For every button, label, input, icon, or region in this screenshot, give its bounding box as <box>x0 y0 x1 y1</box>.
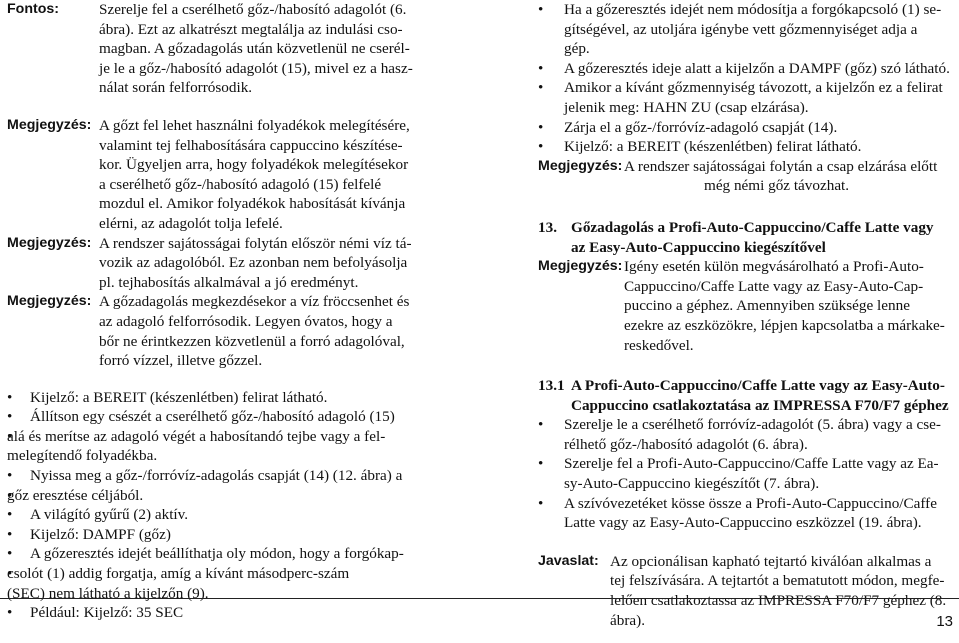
text-line: • Ha a gőzeresztés idejét nem módosítja a forgókapcsoló (1) se- <box>564 1 942 18</box>
text-line: • A világító gyűrű (2) aktív. <box>30 506 189 524</box>
note-label: Megjegyzés: <box>7 293 92 310</box>
text-line: • Nyissa meg a gőz-/forróvíz-adagolás csapját (14) (12. ábra) a <box>30 467 403 485</box>
note-text <box>624 257 955 355</box>
text-line: A rendszer sajátosságai folytán először némi víz tá- <box>99 234 412 252</box>
text-line: Szerelje fel a cserélhető gőz-/habosító adagolót (6. <box>99 1 407 18</box>
text-line: A gőzt fel lehet használni folyadékok melegítésére, <box>99 116 410 134</box>
text-line: bőr ne érintkezzen közvetlenül a forró adagolóval, <box>99 332 405 350</box>
text-line: kor. Ügyeljen arra, hogy folyadékok melegítésekor <box>99 156 409 174</box>
text-line: • Kijelző: DAMPF (gőz) <box>30 525 171 543</box>
text-line: • A szívóvezetéket kösse össze a Profi-Auto-Cappuccino/Caffe <box>564 494 937 512</box>
fontos-label: Fontos: <box>7 1 60 17</box>
text-line: rélhető gőz-/habosító adagolót (6. ábra). <box>564 435 808 453</box>
text-line: • csolót (1) addig forgatja, amíg a kívánt másodperc-szám <box>7 565 350 583</box>
text-line: valamint tej felhabosítására cappuccino készítése- <box>99 136 403 154</box>
note-label: Megjegyzés: <box>7 116 92 133</box>
text-line: • A gőzeresztés idejét beállíthatja oly módon, hogy a forgókap- <box>30 545 404 563</box>
javaslat-label: Javaslat: <box>538 552 599 569</box>
text-line: magban. A gőzadagolás után közvetlenül ne cserél- <box>99 40 410 58</box>
bullet-item <box>538 59 955 79</box>
note-label: Megjegyzés: <box>538 157 623 174</box>
text-line: ábra). Ezt az alkatrészt megtalálja az indulási cso- <box>99 20 403 38</box>
bullet-item <box>7 466 428 486</box>
text-line: a cserélhető gőz-/habosító adagoló (15) felfelé <box>99 175 382 193</box>
bullet-item <box>538 415 955 454</box>
text-line: • Kijelző: a BEREIT (készenlétben) felirat látható. <box>30 388 328 406</box>
fontos-text <box>99 0 428 98</box>
bullet-item <box>538 454 955 493</box>
bullet-item <box>7 603 428 623</box>
text-line: pl. tejhabosítás alkalmával a jó eredményt. <box>99 273 359 291</box>
javaslat-block <box>538 552 955 630</box>
text-line: Igény esetén külön megvásárolható a Profi-Auto- <box>624 258 924 276</box>
section-heading-13-1 <box>538 376 955 415</box>
bullet-item <box>538 494 955 533</box>
note-label: Megjegyzés: <box>538 258 623 275</box>
text-line: gép. <box>564 40 590 58</box>
section-number: 13.1 <box>538 377 565 395</box>
section-heading-13 <box>538 218 955 257</box>
text-line: reskedővel. <box>624 336 694 354</box>
text-line: melegítendő folyadékba. <box>7 447 158 465</box>
right-column <box>538 0 955 630</box>
bullet-continuation <box>7 486 428 506</box>
heading-text: A Profi-Auto-Cappuccino/Caffe Latte vagy az Easy-Auto- <box>571 377 945 395</box>
text-line: ábra). <box>610 611 645 629</box>
bullet-item <box>538 137 955 157</box>
text-line: Az opcionálisan kapható tejtartó kiválóan alkalmas a <box>610 552 932 570</box>
text-line: tej felszívására. A tejtartót a bematutott módon, megfe- <box>610 572 945 590</box>
bullet-item <box>7 388 428 408</box>
text-line: az adagoló felforrósodik. Legyen óvatos, hogy a <box>99 312 393 330</box>
note-block <box>7 234 428 293</box>
text-line: • Szerelje le a cserélhető forróvíz-adagolót (5. ábra) vagy a cse- <box>564 416 941 434</box>
text-line: jelenik meg: HAHN ZU (csap elzárása). <box>564 98 809 116</box>
text-line: • Zárja el a gőz-/forróvíz-adagoló csapját (14). <box>564 118 838 136</box>
fontos-block <box>7 0 428 98</box>
text-line: elérni, az adagolót tolja lefelé. <box>99 214 283 232</box>
text-line: még némi gőz távozhat. <box>704 177 850 195</box>
text-line: (SEC) nem látható a kijelzőn (9). <box>7 584 209 602</box>
page-number: 13 <box>936 613 953 630</box>
note-block <box>7 292 428 370</box>
text-line: ezekre az eszközökre, lépjen kapcsolatba a márkake- <box>624 316 945 334</box>
text-line: sy-Auto-Cappuccino kiegészítőt (7. ábra). <box>564 475 820 493</box>
bullet-continuation <box>7 427 428 466</box>
bullet-list <box>7 388 428 623</box>
text-line: mozdul el. Amikor folyadékok habosítását kívánja <box>99 195 406 213</box>
text-line: • Szerelje fel a Profi-Auto-Cappuccino/Caffe Latte vagy az Ea- <box>564 455 939 473</box>
bullet-list <box>538 415 955 533</box>
bullet-item <box>7 407 428 427</box>
bullet-item <box>7 525 428 545</box>
heading-line <box>538 376 955 396</box>
heading-line <box>538 218 955 238</box>
bullet-item <box>7 544 428 564</box>
left-column <box>7 0 428 623</box>
text-line: puccino a géphez. Amennyiben szüksége lenne <box>624 297 910 315</box>
text-line: • gőz eresztése céljából. <box>7 486 144 504</box>
text-line: Cappuccino/Caffe Latte vagy az Easy-Auto-Cap- <box>624 277 924 295</box>
text-line: A rendszer sajátosságai folytán a csap elzárása előtt <box>624 157 938 175</box>
text-line: • Például: Kijelző: 35 SEC <box>30 604 184 622</box>
text-line: • Állítson egy csészét a cserélhető gőz-/habosító adagoló (15) <box>30 408 395 426</box>
heading-line: Cappuccino csatlakoztatása az IMPRESSA F70/F7 géphez <box>571 396 949 414</box>
text-line: gítségével, az utoljára igénybe vett gőzmennyiséget adja a <box>564 20 918 38</box>
text-line: je le a gőz-/habosító adagolót (15), mivel ez a hasz- <box>99 59 413 77</box>
footer-divider <box>0 598 959 599</box>
text-line: vozik az adagolóból. Ez azonban nem befolyásolja <box>99 254 408 272</box>
section-number: 13. <box>538 218 557 236</box>
heading-line: az Easy-Auto-Cappuccino kiegészítővel <box>571 238 826 256</box>
note-block <box>7 116 428 234</box>
note-block <box>538 257 955 355</box>
note-block <box>538 157 955 196</box>
note-text <box>624 157 955 196</box>
text-line: nálat során felforrósodik. <box>99 79 253 97</box>
bullet-item <box>538 0 955 59</box>
text-line: forró vízzel, illetve gőzzel. <box>99 352 263 370</box>
note-label: Megjegyzés: <box>7 234 92 251</box>
text-line: • alá és merítse az adagoló végét a habosítandó tejbe vagy a fel- <box>7 427 386 445</box>
bullet-item <box>538 118 955 138</box>
heading-text: Gőzadagolás a Profi-Auto-Cappuccino/Caffe Latte vagy <box>571 218 934 236</box>
note-text <box>99 292 428 370</box>
text-line: Latte vagy az Easy-Auto-Cappuccino eszközzel (19. ábra). <box>564 514 922 532</box>
javaslat-text <box>610 552 955 630</box>
text-line: • Amikor a kívánt gőzmennyiség távozott, a kijelzőn ez a felirat <box>564 79 943 97</box>
bullet-item <box>7 505 428 525</box>
text-line: lelően csatlakoztassa az IMPRESSA F70/F7 géphez (8. <box>610 592 947 610</box>
text-line: • Kijelző: a BEREIT (készenlétben) felirat látható. <box>564 138 862 156</box>
text-line: • A gőzeresztés ideje alatt a kijelzőn a DAMPF (gőz) szó látható. <box>564 59 950 77</box>
note-text <box>99 116 428 234</box>
text-line: A gőzadagolás megkezdésekor a víz fröccsenhet és <box>99 293 410 311</box>
bullet-list <box>538 0 955 157</box>
note-text <box>99 234 428 293</box>
bullet-item <box>538 78 955 117</box>
